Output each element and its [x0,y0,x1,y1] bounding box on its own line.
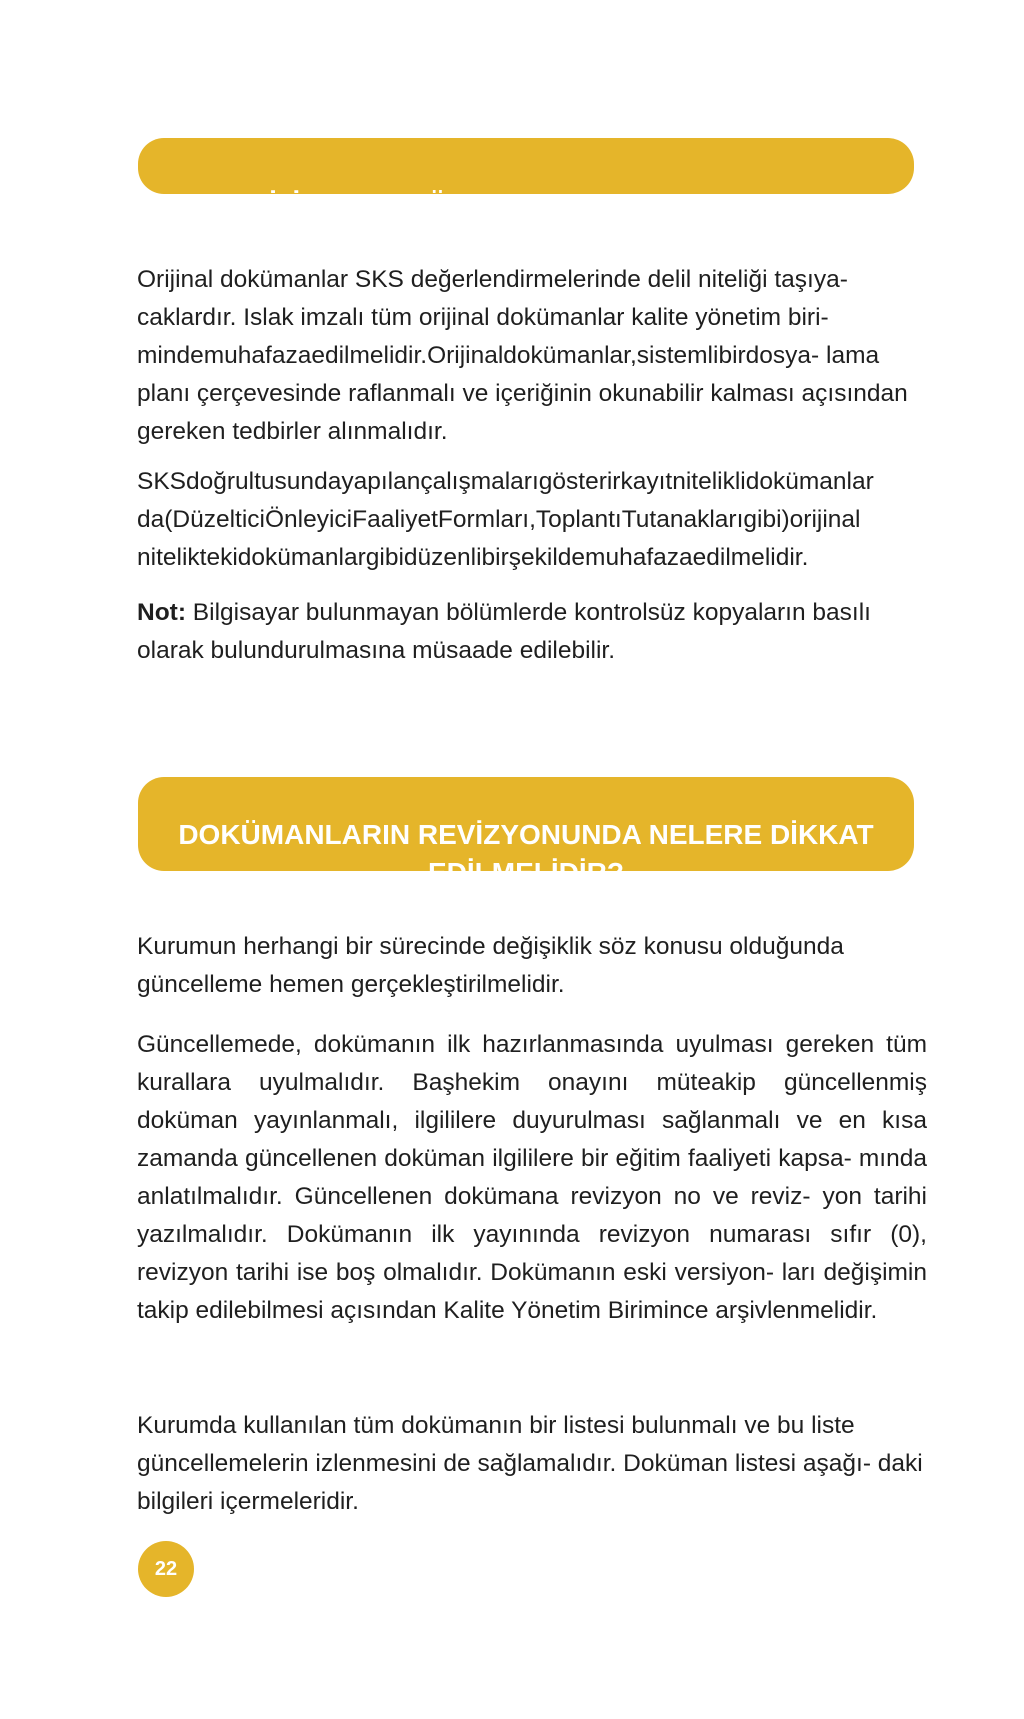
paragraph-record-documents: SKSdoğrultusundayapılançalışmalarıgösterirkayıtniteliklidokümanlar da(DüzelticiÖnleyiciFaaliyetFormları,ToplantıTutanaklarıgibi)orijinal niteliktekidokümanlargibidüzenlibirşekildemuhafazaedilmelidir. [137,468,874,571]
note-text: Bilgisayar bulunmayan bölümlerde kontrolsüz kopyaların basılı olarak bulundurulmasına müsaade edilebilir. [137,599,871,664]
paragraph-update-timing: Kurumun herhangi bir sürecinde değişiklik söz konusu olduğunda güncelleme hemen gerçekleştirilmelidir. [137,933,844,998]
note-label: Not: [137,599,186,626]
paragraph-document-list: Kurumda kullanılan tüm dokümanın bir listesi bulunmalı ve bu liste güncellemelerin izlenmesini de sağlamalıdır. Doküman listesi aşağı- daki bilgileri içermeleridir. [137,1412,923,1515]
section-banner-revision [138,777,914,888]
paragraph-original-documents: Orijinal dokümanlar SKS değerlendirmelerinde delil niteliği taşıya- caklardır. Islak imzalı tüm orijinal dokümanlar kalite yönetim biri- mindemuhafazaedilmelidir.Orijinaldokümanlar,sistemlibirdosya- lama planı çerçevesinde raflanmalı ve içeriğinin okunabilir kalması açısından gereken tedbirler alınmalıdır. [137,266,908,445]
note-paragraph [137,594,927,670]
section-title: ORİJİNAL DOKÜMANLAR NASIL MUHAFAZA EDİLMELİDİR? [227,189,825,258]
section-title: DOKÜMANLARIN REVİZYONUNDA NELERE DİKKAT EDİLMELİDİR? [178,819,874,888]
paragraph-update-rules: Güncellemede, dokümanın ilk hazırlanmasında uyulması gereken tüm kurallara uyulmalıdır. Başhekim onayını müteakip güncellenmiş doküman yayınlanmalı, ilgililere duyurulması sağlanmalı ve en kısa zamanda güncellenen doküman ilgililere bir eğitim faaliyeti kapsa- mında anlatılmalıdır. Güncellenen dokümana revizyon no ve reviz- yon tarihi yazılmalıdır. Dokümanın ilk yayınında revizyon numarası sıfır (0), revizyon tarihi ise boş olmalıdır. Dokümanın eski versiyon- ları değişimin takip edilebilmesi açısından Kalite Yönetim Birimince arşivlenmelidir. [137,1031,927,1324]
section-banner-original-documents [138,138,914,258]
page-number-badge: 22 [138,1541,194,1597]
